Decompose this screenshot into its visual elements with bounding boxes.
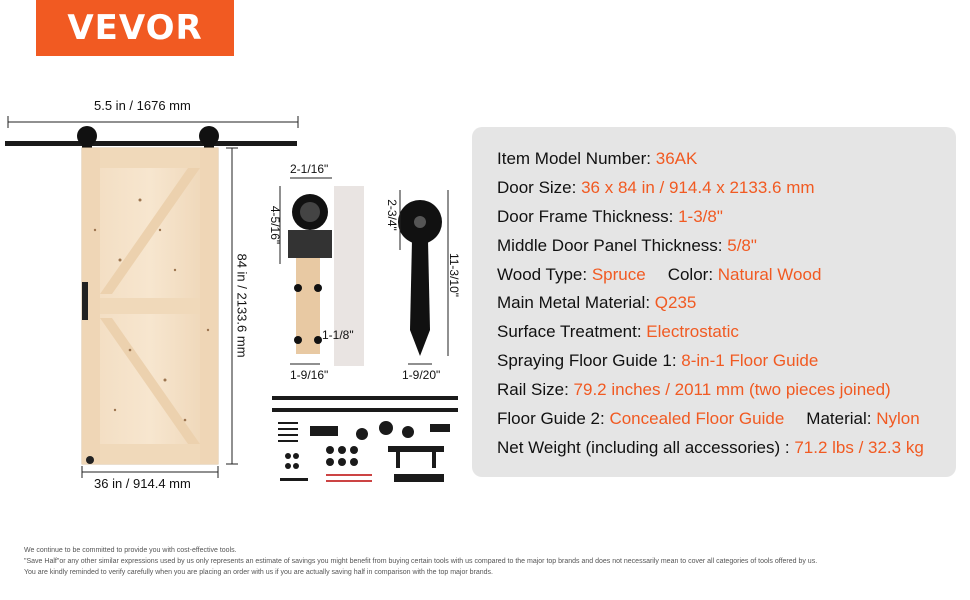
spec-net-weight: Net Weight (including all accessories) : 71.2 lbs / 32.3 kg bbox=[497, 438, 924, 457]
door-width-label: 36 in / 914.4 mm bbox=[94, 476, 191, 491]
strap-length-label: 11-3/10" bbox=[447, 252, 461, 298]
spec-door-size: Door Size: 36 x 84 in / 914.4 x 2133.6 mm bbox=[497, 178, 815, 197]
spec-floor-guide-1: Spraying Floor Guide 1: 8-in-1 Floor Guide bbox=[497, 351, 819, 370]
hanger-height-label: 4-5/16" bbox=[268, 205, 282, 245]
track-rail bbox=[5, 141, 297, 146]
strap-detail bbox=[398, 190, 448, 364]
barn-door bbox=[82, 148, 218, 464]
disclaimer-line-2: "Save Half"or any other similar expressions used by us only represents an estimate of savings you might benefit from buying certain tools with us compared to the major top brands and does not necessarily mean to cover all categories of tools offered by us. bbox=[24, 558, 818, 565]
spec-panel-thickness: Middle Door Panel Thickness: 5/8" bbox=[497, 236, 757, 255]
rail-length-label: 5.5 in / 1676 mm bbox=[94, 98, 191, 113]
spec-frame-thickness: Door Frame Thickness: 1-3/8" bbox=[497, 207, 723, 226]
spec-metal: Main Metal Material: Q235 bbox=[497, 293, 697, 312]
disclaimer-line-1: We continue to be committed to provide you with cost-effective tools. bbox=[24, 547, 237, 554]
hanger-base-label: 1-9/16" bbox=[290, 368, 329, 382]
door-handle bbox=[82, 282, 88, 320]
vevor-logo: VEVOR bbox=[36, 0, 234, 56]
accessories-kit bbox=[272, 396, 458, 482]
spec-floor-guide-2: Floor Guide 2: Concealed Floor Guide Material: Nylon bbox=[497, 409, 920, 428]
strap-width-label: 1-9/20" bbox=[402, 368, 441, 382]
spec-surface: Surface Treatment: Electrostatic bbox=[497, 322, 739, 341]
hanger-width-label: 2-1/16" bbox=[290, 162, 329, 176]
spec-rail-size: Rail Size: 79.2 inches / 2011 mm (two pieces joined) bbox=[497, 380, 891, 399]
spec-model: Item Model Number: 36AK bbox=[497, 149, 698, 168]
wheel-offset-label: 2-3/4" bbox=[385, 199, 399, 231]
disclaimer-line-3: You are kindly reminded to verify carefully when you are placing an order with us if you are actually saving half in comparison with the top major brands. bbox=[24, 569, 493, 576]
door-height-label: 84 in / 2133.6 mm bbox=[234, 253, 250, 358]
plate-thickness-label: 1-1/8" bbox=[322, 328, 354, 342]
spec-wood-color: Wood Type: Spruce Color: Natural Wood bbox=[497, 265, 822, 284]
